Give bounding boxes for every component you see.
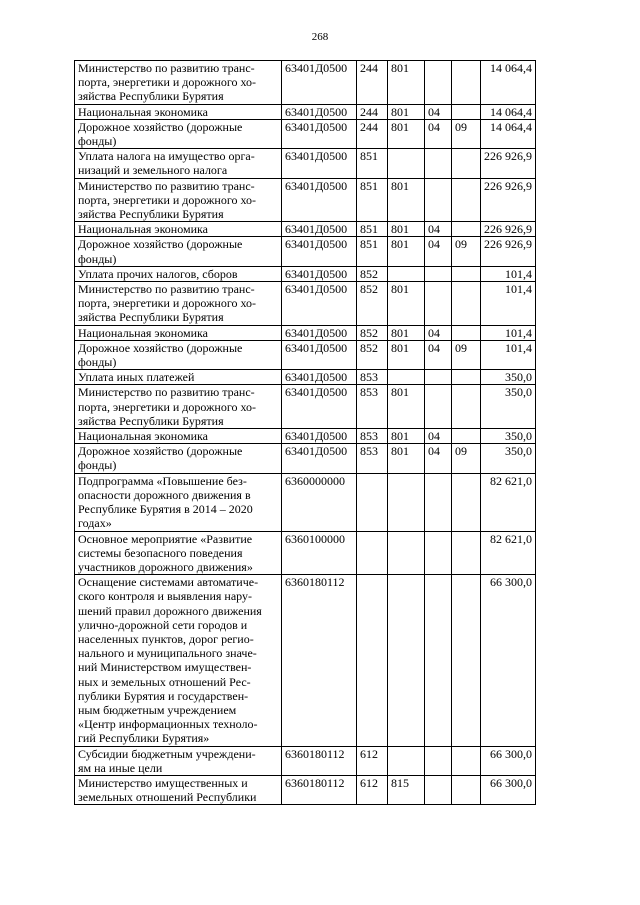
- row-name: Дорожное хозяйство (дорожные фонды): [75, 237, 282, 266]
- row-code: 63401Д0500: [282, 429, 357, 444]
- row-subsection: [452, 266, 481, 281]
- row-amount: 226 926,9: [481, 237, 536, 266]
- table-row: [75, 282, 536, 326]
- row-section: 04: [425, 444, 452, 473]
- row-code: 6360100000: [282, 531, 357, 575]
- row-expense-type: 852: [357, 282, 388, 326]
- row-subsection: [452, 746, 481, 775]
- table-row: [75, 746, 536, 775]
- row-section: 04: [425, 325, 452, 340]
- row-ministry-code: 801: [388, 429, 425, 444]
- row-amount: 101,4: [481, 325, 536, 340]
- row-section: [425, 266, 452, 281]
- table-row: [75, 237, 536, 266]
- row-code: 63401Д0500: [282, 104, 357, 119]
- row-expense-type: 853: [357, 370, 388, 385]
- table-row: [75, 178, 536, 222]
- row-section: 04: [425, 237, 452, 266]
- row-ministry-code: 801: [388, 178, 425, 222]
- row-ministry-code: 801: [388, 340, 425, 369]
- row-subsection: [452, 385, 481, 429]
- row-expense-type: [357, 531, 388, 575]
- row-code: 6360180112: [282, 775, 357, 804]
- row-name: Дорожное хозяйство (дорожные фонды): [75, 119, 282, 148]
- row-expense-type: 851: [357, 237, 388, 266]
- row-name: Уплата налога на имущество орга- низаций и земельного налога: [75, 149, 282, 178]
- row-expense-type: 244: [357, 104, 388, 119]
- row-section: 04: [425, 429, 452, 444]
- row-ministry-code: 801: [388, 119, 425, 148]
- row-ministry-code: [388, 473, 425, 531]
- row-code: 63401Д0500: [282, 266, 357, 281]
- row-section: [425, 178, 452, 222]
- row-ministry-code: 801: [388, 385, 425, 429]
- row-amount: 350,0: [481, 370, 536, 385]
- row-section: 04: [425, 340, 452, 369]
- row-section: [425, 746, 452, 775]
- row-amount: 82 621,0: [481, 531, 536, 575]
- table-row: [75, 222, 536, 237]
- row-name: Национальная экономика: [75, 104, 282, 119]
- row-name: Национальная экономика: [75, 429, 282, 444]
- row-name: Оснащение системами автоматиче- ского контроля и выявления нару- шений правил дорожного движения улично-дорожной сети городов и населенных пунктов, дорог регио- нального и муниципального значе- ний Министерством имуществен- ных и земельных отношений Рес- публики Бурятия и государствен- ным бюджетным учреждением «Центр информационных техноло- гий Республики Бурятия»: [75, 575, 282, 746]
- row-amount: 101,4: [481, 282, 536, 326]
- row-subsection: 09: [452, 237, 481, 266]
- row-subsection: [452, 222, 481, 237]
- row-name: Министерство по развитию транс- порта, энергетики и дорожного хо- зяйства Республики Бурятия: [75, 61, 282, 105]
- row-ministry-code: 801: [388, 237, 425, 266]
- row-expense-type: 244: [357, 119, 388, 148]
- row-subsection: [452, 575, 481, 746]
- row-amount: 66 300,0: [481, 746, 536, 775]
- row-section: [425, 473, 452, 531]
- row-amount: 82 621,0: [481, 473, 536, 531]
- row-code: 63401Д0500: [282, 340, 357, 369]
- row-ministry-code: [388, 266, 425, 281]
- row-amount: 14 064,4: [481, 61, 536, 105]
- table-row: [75, 266, 536, 281]
- row-section: [425, 385, 452, 429]
- row-ministry-code: 801: [388, 61, 425, 105]
- row-name: Министерство по развитию транс- порта, энергетики и дорожного хо- зяйства Республики Бурятия: [75, 385, 282, 429]
- row-ministry-code: 801: [388, 282, 425, 326]
- row-subsection: 09: [452, 444, 481, 473]
- row-subsection: [452, 473, 481, 531]
- row-code: 63401Д0500: [282, 61, 357, 105]
- row-ministry-code: [388, 370, 425, 385]
- row-expense-type: 612: [357, 775, 388, 804]
- row-expense-type: [357, 473, 388, 531]
- row-code: 63401Д0500: [282, 385, 357, 429]
- row-amount: 14 064,4: [481, 104, 536, 119]
- row-section: [425, 61, 452, 105]
- row-ministry-code: 815: [388, 775, 425, 804]
- row-name: Национальная экономика: [75, 325, 282, 340]
- budget-table: [74, 60, 536, 805]
- row-expense-type: [357, 575, 388, 746]
- row-name: Уплата прочих налогов, сборов: [75, 266, 282, 281]
- row-subsection: [452, 775, 481, 804]
- row-code: 63401Д0500: [282, 149, 357, 178]
- page-number: 268: [311, 31, 329, 43]
- row-subsection: [452, 104, 481, 119]
- row-name: Национальная экономика: [75, 222, 282, 237]
- row-code: 63401Д0500: [282, 237, 357, 266]
- row-name: Дорожное хозяйство (дорожные фонды): [75, 444, 282, 473]
- row-code: 63401Д0500: [282, 119, 357, 148]
- table-row: [75, 531, 536, 575]
- row-expense-type: 852: [357, 325, 388, 340]
- row-expense-type: 852: [357, 266, 388, 281]
- table-row: [75, 61, 536, 105]
- row-code: 63401Д0500: [282, 178, 357, 222]
- row-section: [425, 282, 452, 326]
- table-row: [75, 149, 536, 178]
- row-ministry-code: [388, 531, 425, 575]
- row-name: Министерство имущественных и земельных отношений Республики: [75, 775, 282, 804]
- row-expense-type: 853: [357, 444, 388, 473]
- table-row: [75, 104, 536, 119]
- row-name: Министерство по развитию транс- порта, энергетики и дорожного хо- зяйства Республики Бурятия: [75, 282, 282, 326]
- row-subsection: [452, 370, 481, 385]
- table-row: [75, 444, 536, 473]
- table-row: [75, 775, 536, 804]
- row-amount: 66 300,0: [481, 575, 536, 746]
- row-section: [425, 575, 452, 746]
- row-amount: 226 926,9: [481, 222, 536, 237]
- row-subsection: [452, 531, 481, 575]
- table-row: [75, 473, 536, 531]
- row-ministry-code: 801: [388, 222, 425, 237]
- row-code: 63401Д0500: [282, 325, 357, 340]
- row-section: 04: [425, 119, 452, 148]
- row-amount: 350,0: [481, 429, 536, 444]
- row-subsection: [452, 325, 481, 340]
- row-expense-type: 851: [357, 149, 388, 178]
- row-section: [425, 149, 452, 178]
- row-subsection: [452, 149, 481, 178]
- row-expense-type: 851: [357, 178, 388, 222]
- row-code: 63401Д0500: [282, 222, 357, 237]
- row-amount: 14 064,4: [481, 119, 536, 148]
- row-ministry-code: 801: [388, 325, 425, 340]
- row-name: Дорожное хозяйство (дорожные фонды): [75, 340, 282, 369]
- row-expense-type: 853: [357, 429, 388, 444]
- row-code: 6360180112: [282, 746, 357, 775]
- row-amount: 101,4: [481, 340, 536, 369]
- row-amount: 226 926,9: [481, 149, 536, 178]
- row-name: Субсидии бюджетным учреждени- ям на иные цели: [75, 746, 282, 775]
- row-code: 63401Д0500: [282, 444, 357, 473]
- row-subsection: [452, 282, 481, 326]
- table-row: [75, 325, 536, 340]
- table-row: [75, 340, 536, 369]
- row-name: Уплата иных платежей: [75, 370, 282, 385]
- row-amount: 350,0: [481, 385, 536, 429]
- row-code: 63401Д0500: [282, 370, 357, 385]
- table-row: [75, 429, 536, 444]
- row-section: 04: [425, 222, 452, 237]
- budget-table-body: [75, 61, 536, 805]
- row-subsection: [452, 429, 481, 444]
- row-ministry-code: [388, 746, 425, 775]
- row-name: Подпрограмма «Повышение без- опасности дорожного движения в Республике Бурятия в 2014 – 2020 годах»: [75, 473, 282, 531]
- row-expense-type: 244: [357, 61, 388, 105]
- row-expense-type: 851: [357, 222, 388, 237]
- row-amount: 350,0: [481, 444, 536, 473]
- row-ministry-code: 801: [388, 104, 425, 119]
- table-row: [75, 575, 536, 746]
- row-subsection: 09: [452, 340, 481, 369]
- row-ministry-code: 801: [388, 444, 425, 473]
- row-code: 6360000000: [282, 473, 357, 531]
- row-expense-type: 852: [357, 340, 388, 369]
- row-subsection: [452, 178, 481, 222]
- row-section: 04: [425, 104, 452, 119]
- table-row: [75, 370, 536, 385]
- row-subsection: [452, 61, 481, 105]
- row-section: [425, 531, 452, 575]
- row-expense-type: 853: [357, 385, 388, 429]
- row-code: 63401Д0500: [282, 282, 357, 326]
- row-amount: 66 300,0: [481, 775, 536, 804]
- row-ministry-code: [388, 149, 425, 178]
- row-subsection: 09: [452, 119, 481, 148]
- table-row: [75, 119, 536, 148]
- row-expense-type: 612: [357, 746, 388, 775]
- table-row: [75, 385, 536, 429]
- row-amount: 101,4: [481, 266, 536, 281]
- row-ministry-code: [388, 575, 425, 746]
- row-code: 6360180112: [282, 575, 357, 746]
- row-name: Основное мероприятие «Развитие системы безопасного поведения участников дорожного движения»: [75, 531, 282, 575]
- row-name: Министерство по развитию транс- порта, энергетики и дорожного хо- зяйства Республики Бурятия: [75, 178, 282, 222]
- row-section: [425, 775, 452, 804]
- row-section: [425, 370, 452, 385]
- row-amount: 226 926,9: [481, 178, 536, 222]
